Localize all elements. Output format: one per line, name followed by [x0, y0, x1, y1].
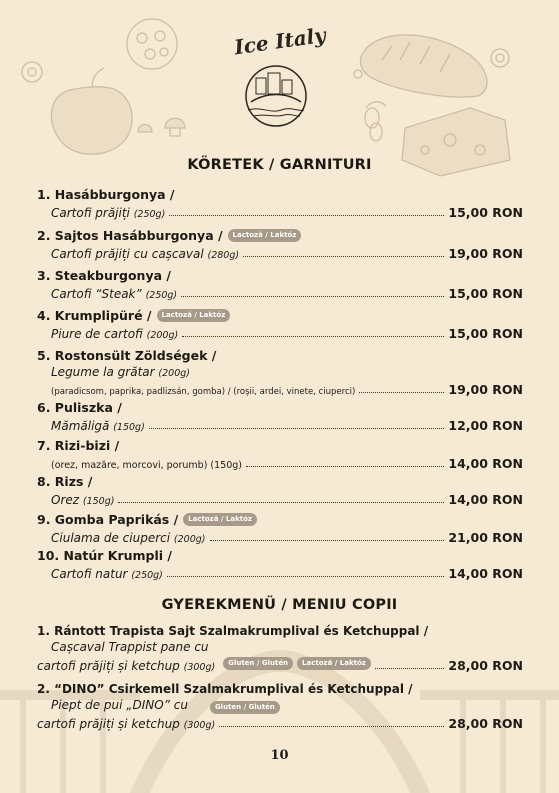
item-desc: Legume la grătar — [51, 365, 155, 379]
item-name: 8. Rizs / — [37, 474, 93, 489]
menu-item — [37, 267, 523, 301]
item-price: 28,00 RON — [448, 716, 523, 731]
item-name: 9. Gomba Paprikás / — [37, 512, 179, 527]
menu-item — [37, 680, 523, 731]
item-qty: (300g) — [183, 662, 216, 673]
item-qty: (280g) — [207, 250, 240, 261]
item-desc: Mămăligă — [51, 419, 110, 433]
section-title-garnituri: KÖRETEK / GARNITURI — [187, 157, 372, 173]
item-name: 1. Rántott Trapista Sajt Szalmakrumplival és Ketchuppal / — [37, 623, 429, 638]
allergen-badge: Gluten / Glutén — [210, 701, 280, 714]
item-desc: Cartofi prăjiți — [51, 206, 130, 220]
leader-dots — [375, 668, 445, 669]
menu-item — [37, 511, 523, 545]
item-desc: Piure de cartofi — [51, 327, 143, 341]
item-qty: (150g) — [82, 496, 115, 507]
item-price: 15,00 RON — [448, 205, 523, 220]
item-qty: (200g) — [158, 368, 190, 379]
item-desc: cartofi prăjiți și ketchup — [37, 717, 180, 731]
item-ingredients: (paradicsom, paprika, padlizsán, gomba) / (roșii, ardei, vinete, ciuperci) — [51, 387, 356, 397]
item-name: 10. Natúr Krumpli / — [37, 548, 172, 563]
leader-dots — [118, 502, 444, 503]
item-price: 14,00 RON — [448, 566, 523, 581]
item-price: 12,00 RON — [448, 418, 523, 433]
item-desc: Ciulama de ciuperci — [51, 531, 171, 545]
menu-item — [37, 307, 523, 341]
svg-text:Ice Italy: Ice Italy — [232, 22, 328, 60]
item-desc: Orez — [51, 493, 80, 507]
leader-dots — [359, 392, 444, 393]
ice-italy-logo — [226, 18, 336, 133]
item-price: 19,00 RON — [448, 246, 523, 261]
menu-item — [37, 437, 523, 471]
item-price: 15,00 RON — [448, 326, 523, 341]
allergen-badge: Gluten / Glutén — [223, 657, 293, 670]
item-price: 15,00 RON — [448, 286, 523, 301]
leader-dots — [181, 296, 444, 297]
item-desc: cartofi prăjiți și ketchup — [37, 659, 180, 673]
menu-item — [37, 473, 523, 507]
item-qty: (250g) — [133, 209, 166, 220]
item-desc: Cartofi “Steak” — [51, 287, 142, 301]
item-qty: (250g) — [145, 290, 178, 301]
menu-item — [37, 547, 523, 581]
item-name: 2. “DINO” Csirkemell Szalmakrumplival és Ketchuppal / — [37, 681, 413, 696]
item-name: 6. Puliszka / — [37, 400, 122, 415]
item-price: 14,00 RON — [448, 456, 523, 471]
menu-item — [37, 186, 523, 220]
item-name: 2. Sajtos Hasábburgonya / — [37, 228, 223, 243]
item-name: 1. Hasábburgonya / — [37, 187, 175, 202]
page-number: 10 — [270, 748, 289, 763]
item-qty: (300g) — [183, 720, 216, 731]
item-ingredients: (orez, mazăre, morcovi, porumb) (150g) — [51, 460, 243, 471]
menu-item — [37, 227, 523, 261]
item-desc: Cartofi natur — [51, 567, 128, 581]
menu-item — [37, 622, 523, 673]
menu-item — [37, 399, 523, 433]
item-desc: Cartofi prăjiți cu cașcaval — [51, 247, 204, 261]
item-qty: (200g) — [146, 330, 179, 341]
leader-dots — [243, 256, 444, 257]
leader-dots — [219, 726, 444, 727]
leader-dots — [210, 540, 445, 541]
item-desc: Piept de pui „DINO” cu — [51, 698, 188, 712]
item-price: 19,00 RON — [448, 382, 523, 397]
leader-dots — [149, 428, 445, 429]
leader-dots — [246, 466, 444, 467]
item-name: 7. Rizi-bizi / — [37, 438, 120, 453]
allergen-badge: Lactoză / Laktóz — [183, 513, 257, 526]
item-price: 21,00 RON — [448, 530, 523, 545]
allergen-badge: Lactoză / Laktóz — [157, 309, 231, 322]
item-name: 4. Krumplipüré / — [37, 308, 152, 323]
item-name: 5. Rostonsült Zöldségek / — [37, 348, 217, 363]
item-name: 3. Steakburgonya / — [37, 268, 171, 283]
item-qty: (150g) — [113, 422, 145, 433]
item-qty: (200g) — [173, 534, 206, 545]
leader-dots — [167, 576, 445, 577]
leader-dots — [182, 336, 444, 337]
item-price: 14,00 RON — [448, 492, 523, 507]
menu-item — [37, 347, 523, 397]
leader-dots — [169, 215, 444, 216]
allergen-badge: Lactoză / Laktóz — [297, 657, 371, 670]
allergen-badge: Lactoză / Laktóz — [228, 229, 302, 242]
section-title-meniu-copii: GYEREKMENÜ / MENIU COPII — [161, 597, 398, 613]
item-qty: (250g) — [131, 570, 163, 581]
item-desc: Cașcaval Trappist pane cu — [51, 640, 209, 654]
item-price: 28,00 RON — [448, 658, 523, 673]
